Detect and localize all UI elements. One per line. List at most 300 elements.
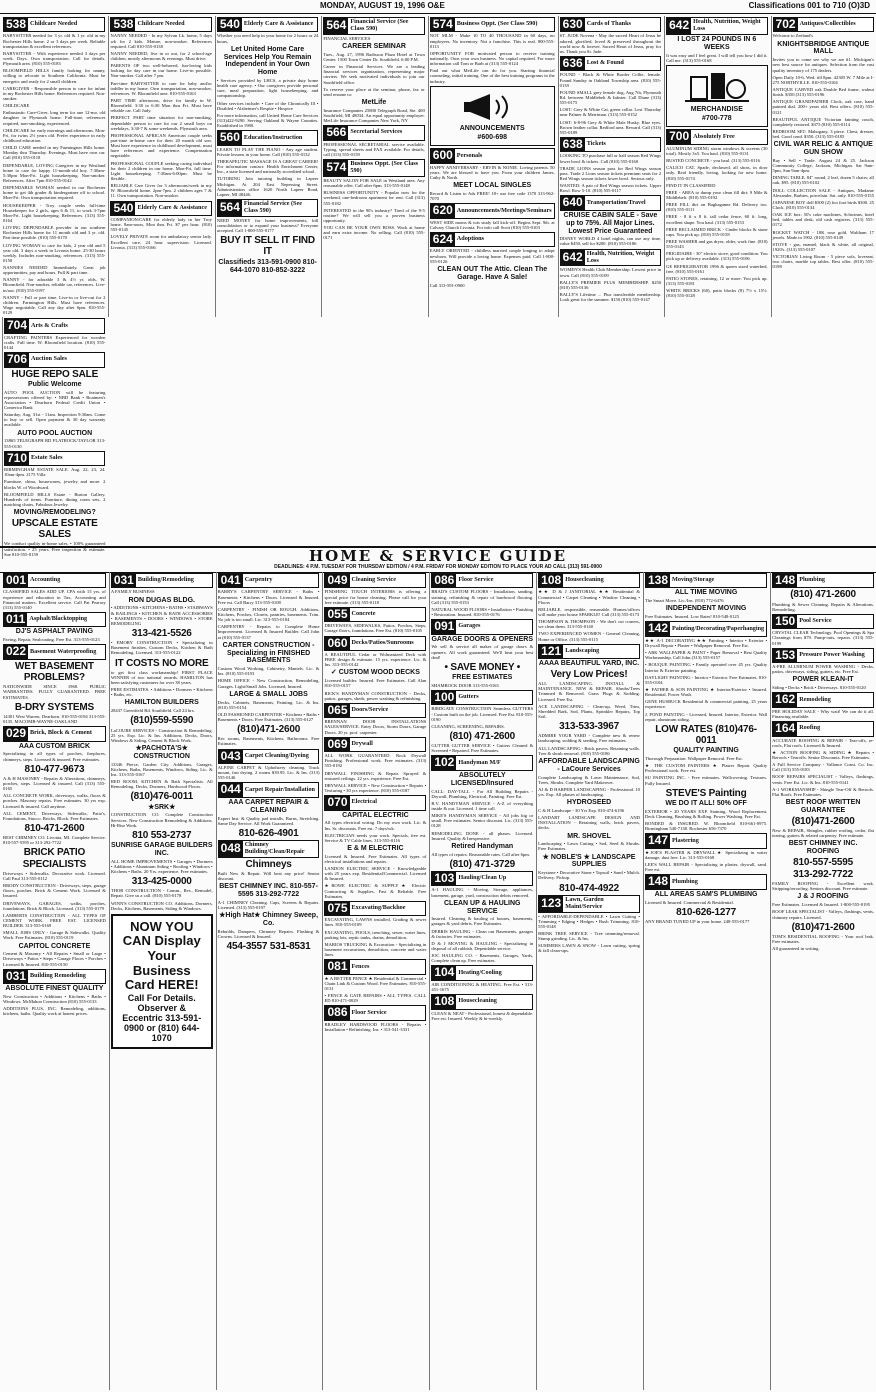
- ad-headline: AFFORDABLE LANDSCAPING - LaCoure Services: [538, 757, 640, 773]
- ad-headline: 313-533-3967: [559, 721, 620, 733]
- classified-ad: Free Estimates. Insured. Low Rates! 810-548-0125: [644, 614, 740, 620]
- ad-headline: I LOST 24 POUNDS IN 6 WEEKS: [677, 35, 757, 51]
- ad-headline: 810-626-1277: [676, 906, 737, 918]
- category-number: 147: [647, 833, 669, 848]
- category-number: 540: [219, 17, 240, 31]
- ad-headline: AAAA BEAUTIFUL YARD, INC.: [538, 660, 640, 668]
- category-name: Childcare Needed: [30, 20, 78, 28]
- classified-ad: VICTORIAN Living Room - 5 piece sofa, loveseat, two chairs, marble top tables. Best offer. (810) 555-0198: [772, 254, 874, 270]
- category-number: 142: [647, 621, 669, 636]
- column: [770, 572, 874, 1390]
- classified-ad: 14301 West Warren, Dearborn. 810-555-0194 313-555-0135. MACOMB-WAYNE-OAKLAND: [3, 713, 106, 724]
- classified-ad: ACE LANDSCAPING - Clean-up, Weed, Trim, Shredded Bark, Sod, Plants, Sprinkler Repairs, Top Soil.: [538, 703, 640, 719]
- category-header: [431, 755, 533, 770]
- classified-ad: OLD FASHIONED CARPENTER • Kitchens • Baths • Basements • Doors. Free Estimates. (313) 555-0127: [217, 711, 320, 722]
- category-header: [111, 573, 213, 588]
- ad-headline: 810 553-2737: [132, 829, 192, 841]
- category-header: [560, 137, 661, 152]
- classified-ad: For more information, call United Home Care Services (313)422-9290. Serving Oakland & Wayne Counties. Established in 1980.: [216, 112, 319, 129]
- category-name: Pressure Power Washing: [799, 651, 865, 659]
- ad-headline: (810)471-2600: [237, 724, 301, 736]
- classified-ad: LEARN TO PLAY THE PIANO - Any age student. Private lessons in your home. Call (810) 555-0132: [216, 146, 319, 157]
- classified-ad: LOVING DEPENDABLE provider in our southern Rochester Hills home for 11 month old and 3 yr. old. Part time possible. (810) 555-0170: [3, 225, 106, 241]
- ad-headline: CLEAN UP & HAULING SERVICE: [444, 899, 521, 915]
- category-number: 102: [434, 755, 455, 770]
- ad-headline: RON DUGAS BLDG.: [128, 596, 195, 604]
- category-number: 153: [775, 647, 796, 662]
- category-header: [666, 129, 767, 144]
- column: [429, 572, 533, 1390]
- category-header: [323, 17, 424, 35]
- classified-ad: LaCOURE SERVICES - Construction & Remodeling. 25 yrs. Exp. Lic. & Ins. Additions, Decks, Doors, Windows & Siding, Cement & Block Work.: [110, 727, 213, 743]
- classified-ad: ADMIRE YOUR YARD - Complete new & renew landscaping, sodding & seeding. Free estimates.: [538, 733, 640, 744]
- category-header: [218, 840, 320, 858]
- promo-headline: NOW YOU CAN Display Your Business Card HERE!: [122, 918, 201, 993]
- classified-ad: BONDED & INSURED. W. Bloomfield 810-661-0975. Birmingham 540-7138. Rochester 656-7370: [644, 820, 768, 832]
- category-name: Remodeling: [799, 695, 831, 703]
- ad-headline: Chimneys: [245, 858, 292, 870]
- category-name: Housecleaning: [458, 997, 497, 1005]
- classified-ad: to get first class workmanship! FIRST PLACE WINNER of two national awards. HAMILTON has been satisfying customers for over 38 years.: [110, 669, 213, 686]
- classified-ad: NEED MONEY for home improvements, bill consolidation or to expand your business? Everyone accepted. Call 1-800-555-0177: [216, 217, 319, 234]
- classified-ad: FREE - AREA to dump your clean fill dirt: 9 Mile & Middlebelt. (810) 555-0192: [666, 189, 768, 201]
- classified-ad: CARPENTRY - Repairs to Complete Home Improvement. Licensed & Insured Builder. Call John at (810) 555-0137: [217, 624, 320, 640]
- classified-ad: A-FRE ALUMINUM POWER WASHING - Decks, patios, driveways, siding, gutters, etc. Free Est.: [772, 664, 874, 675]
- category-header: [645, 621, 767, 636]
- classified-ad: Custom Wood Working, Cabinetry, Mantels. Lic. & Ins. (810) 555-0193: [217, 666, 320, 677]
- ad-headline: KNIGHTSBRIDGE ANTIQUE MALL: [777, 40, 870, 56]
- category-header: [430, 148, 555, 163]
- classified-ad: OAK ICE box: 50's coke machines, Schwinns, hotel bed, tables and desk, old cash registers. (313) 555-0172: [772, 212, 874, 228]
- classified-ad: Other services include: • Care of the Chronically Ill • Disabled • Alzheimer's Respite • Hospice: [216, 100, 319, 111]
- category-header: [4, 318, 105, 333]
- category-name: Building Remodeling: [30, 972, 86, 979]
- classified-ad: PRE HOLIDAY SALE - Why wait! We can do it all. Financing available.: [772, 708, 874, 720]
- category-name: Plastering: [672, 836, 699, 844]
- ad-headline: AAA CARPET REPAIR & CLEANING: [228, 798, 309, 814]
- category-number: 150: [775, 613, 796, 628]
- classified-ad: BEAUTIFUL ANTIQUE Victorian fainting couch, completely restored. $375 (810) 555-0114: [772, 116, 874, 127]
- classified-ad: JOC HAULING CO. - Basements, Garages, Yards, Complete clean up. Free estimates.: [431, 953, 534, 964]
- column: [108, 16, 211, 317]
- classified-ad: FIND IT IN CLASSIFIED: [666, 182, 716, 188]
- category-header: [430, 17, 555, 32]
- ad-headline: Let United Home Care Services Help You Remain Independent in Your Own Home: [223, 45, 312, 77]
- classified-ad: ALL HOME IMPROVEMENTS • Garages • Dormers • Additions • Aluminum Siding • Roofing • Windows • Kitchens • Baths. 20 Yrs. experience. Free estimates.: [110, 858, 213, 874]
- classified-ad: ALL CONCRETE WORK, driveways, walks, floors & porches. Masonry repairs. Free estimates. 30 yrs exp. Licensed & insured. Call anytime.: [3, 793, 106, 809]
- classified-ad: A Full Service Company - Vallance Const. Co. Inc. Call (313) 555-0183: [772, 762, 874, 773]
- column: [771, 16, 874, 317]
- classified-ad: AJ & D HARPER LANDSCAPING - Professional. 10 yrs. Exp. All phases of landscaping.: [538, 786, 640, 797]
- column: [2, 317, 105, 558]
- classified-ad: DOLL COLLECTION SALE - Antiques, Madame Alexander, Barbies, porcelain. Sat. only. 810-555-0155: [772, 187, 874, 198]
- category-number: 162: [775, 692, 796, 707]
- classified-ad: ANTIQUE CARVED oak Double Bed frame, walnut finish. $350 (313) 555-0196: [772, 86, 874, 98]
- category-number: 070: [327, 795, 348, 810]
- classified-ad: • FENCE & GATE REPAIRS • ALL TYPES. CALL ED 810-471-0029: [324, 993, 427, 1004]
- category-number: 060: [327, 635, 348, 650]
- classified-ad: CALL: DAY-TALL - For All Building Repairs - Drywall, Plumbing, Electrical, Painting. Free Est.: [431, 788, 534, 799]
- classified-ad: Whether you need help in your home for 2 hours or 24 hours,: [216, 33, 319, 44]
- ad-headline: E & M ELECTRIC: [347, 844, 404, 852]
- ad-headline: J & J ROOFING: [797, 893, 849, 901]
- ad-headline: AAA CUSTOM BRICK: [18, 742, 90, 750]
- classified-ad: ALL LANDSCAPING. INSTALL & MAINTENANCE. NEW & REPAIR. Shrubs/Trees Trimmed & Removed. Grass Plugs & Sodding. Licensed. Free Est.: [538, 681, 640, 702]
- classified-ad: ACCURATE ROOFING & REPAIR - Tear-offs, re-roofs, Flat roofs. Licensed & Insured.: [772, 737, 874, 748]
- category-number: 630: [562, 17, 583, 31]
- category-number: 086: [434, 573, 455, 587]
- category-name: Absolutely Free: [693, 132, 735, 140]
- classified-ad: PROFESSIONAL AFRICAN American couple seeks part-time in-home care for their 20 month old son. Must have experience in childhood development, must have references and experience. Compensation negotiable.: [110, 132, 212, 159]
- category-header: [324, 737, 426, 752]
- classified-ad: BUSTED CONCRETE - you haul. (313) 555-0116: [666, 158, 760, 164]
- category-number: 538: [113, 17, 134, 31]
- category-number: 086: [327, 1005, 348, 1020]
- classified-ad: FRIGIDAIRE - 30" electric stove, good condition. You pick up or delivery available. (313) 555-0106: [666, 251, 768, 262]
- classified-ad: A FAMILY BUSINESS: [110, 589, 155, 595]
- category-name: Health, Nutrition, Weight Loss: [693, 18, 761, 32]
- category-name: Lawn, Garden Maint/Service: [565, 895, 604, 910]
- ad-headline: MEET LOCAL SINGLES: [453, 182, 532, 190]
- category-number: 123: [541, 895, 562, 910]
- category-number: 069: [327, 736, 348, 751]
- classified-ad: ALUMINUM SIDING storm windows & screens (30 total). Mostly 3x5. You haul. (810) 555-0131: [666, 145, 768, 157]
- classified-ad: FOUND - Black & White Border Collie, female. Found Sunday in Oakland Township area. (810) 555-0139: [559, 72, 662, 88]
- ad-headline: AUTO POOL AUCTION: [17, 429, 93, 437]
- category-number: 540: [113, 200, 134, 215]
- classified-ad: ELECTRICIAN needs your work. Specials, free est. Service & TV Cable lines. 313-555-0116: [324, 832, 427, 843]
- category-header: [430, 203, 555, 218]
- classified-ad: CLEANING, SCREENING, REPAIRS.: [431, 723, 505, 729]
- category-name: Painting/Decorating/Paperhanging: [672, 624, 765, 632]
- classified-ad: BRAD'S CUSTOM FLOORS - Installation, sanding, staining, refinishing & repair of hardwood flooring. Call (313) 555-0153: [431, 589, 534, 605]
- ad-headline: 313-425-0000: [131, 876, 192, 888]
- category-header: [110, 17, 211, 32]
- classified-ad: HOME OFFICE - New Construction, Remodeling, Garages. Light/Small Jobs. Licensed, Insured.: [217, 678, 320, 689]
- category-name: Garages: [458, 622, 481, 630]
- category-number: 029: [6, 726, 27, 741]
- home-service-grid: [2, 572, 874, 1390]
- ad-headline: WET BASEMENT PROBLEMS?: [15, 660, 94, 684]
- category-name: Asphalt/Blacktopping: [29, 615, 88, 623]
- classified-ad: PROFESSIONAL COUPLE seeking caring individual for their 2 children in our home. Mon-Fri, full time. Light housekeeping. 7:30am-6:00pm. Must be flexible.: [110, 160, 212, 181]
- classified-ad: CHILDCARE for early mornings and afternoons. Mon-Fri, for twins 2½ years old. Prefer experience in early childhood education.: [3, 127, 106, 143]
- category-name: Fences: [351, 962, 370, 970]
- classified-ad: MIKE'S HANDYMAN SERVICE - All jobs big or small. Free estimates. Senior discount. Lic. (313) 555-0128: [431, 813, 534, 829]
- classified-ad: We sell & service all makes of garage doors & openers. All work guaranteed. We'll beat your best deal!: [431, 644, 534, 660]
- category-number: 710: [7, 450, 28, 465]
- ad-headline: BUY IT SELL IT FIND IT: [220, 235, 315, 258]
- classified-ad: ALPINE CARPET & Upholstery cleaning. Truck mount, fast drying. 2 rooms $39.95. Lic. & Ins. (313) 555-0146: [217, 765, 320, 781]
- column: [322, 572, 426, 1390]
- category-header: [666, 17, 767, 35]
- classified-ad: FREE - 8 ft x 8 ft. tall cedar fence, 60 ft. long, excellent shape. You haul. (313) 555-0153: [666, 214, 768, 225]
- category-header: [431, 965, 533, 980]
- classified-ad: • ARK WALLPAPER & PAINT • Paper Removal • Best Quality Workmanship. Call John (313) 555-0157: [644, 650, 768, 661]
- classified-ad: Thorough Preparation. Wallpaper Removal. Free Est.: [644, 755, 743, 761]
- category-header: [218, 749, 320, 764]
- classified-ad: FREE ESTIMATES. • Additions • Dormers • Kitchens • Baths, etc.: [110, 687, 213, 698]
- ad-headline: Retired Handyman: [451, 842, 514, 850]
- ad-headline: FREE ESTIMATES: [452, 674, 513, 682]
- category-header: [3, 726, 106, 741]
- ad-headline: B-DRY SYSTEMS: [14, 701, 94, 713]
- classified-ad: INTERESTED in the 90's industry? Tired of the 9-5 routine? We will sell you a proven business opportunity.: [323, 207, 425, 223]
- category-number: 164: [775, 721, 796, 736]
- category-name: Basement Waterproofing: [30, 647, 97, 655]
- classified-ad: Decks, Cabinets, Basements, Painting. Lic. & Ins. (810) 555-0154: [217, 699, 320, 710]
- classified-ad: All types electrical wiring. Do my own work. Lic. & Ins. Sr. discounts. Free est. 7 days/wk.: [324, 820, 427, 831]
- classified-ad: ANY BRAND TUNED UP in your home. 248-555-0177: [644, 918, 750, 924]
- column: [536, 572, 640, 1390]
- classified-ad: C & H Landscape - 30 Yrs Exp. 810-474-6196: [538, 807, 625, 813]
- category-name: Arts & Crafts: [31, 321, 68, 329]
- classified-ad: RELIABLE Care Giver for 3 afternoons/week in my W. Bloomfield home. 2pm-7pm. 2 children ages 7 & 11. Own transportation. Non-smoker.: [110, 183, 212, 199]
- category-name: Cards of Thanks: [586, 20, 631, 28]
- category-number: 148: [647, 874, 669, 889]
- classified-ad: GUTTER GUTTER SERVICE • Gutters Cleaned & Screened • Repaired. Free Estimates.: [431, 743, 534, 754]
- home-service-guide-banner: [0, 546, 876, 573]
- classified-ad: All guaranteed in writing.: [772, 946, 820, 952]
- classified-ad: ALL LANDSCAPING - Brick pavers. Retaining walls. Tree & shrub removal. (810) 555-0186: [538, 745, 640, 756]
- classified-ad: Enthusiastic Care-Giver, long term for one 12-mo. old daughter in Plymouth home. Full-time, references required, non-smoking, experienced.: [3, 110, 106, 126]
- classified-ad: EXCAVATING, LAWNS installed, Grading & sewer lines. 810-555-0109: [324, 917, 427, 928]
- category-number: 574: [432, 17, 453, 31]
- category-name: Housecleaning: [565, 576, 604, 584]
- category-name: Secretarial Services: [350, 128, 403, 136]
- ad-headline: DJ'S ASPHALT PAVING: [15, 628, 94, 636]
- category-header: [430, 232, 555, 247]
- masthead-date: MONDAY, AUGUST 19, 1996 O&E: [320, 1, 445, 10]
- category-name: Elderly Care & Assistance: [137, 203, 207, 211]
- section-title: ANNOUNCEMENTS: [459, 124, 525, 132]
- classified-ad: ADDITIONS PLUS, INC. Remodeling, additions, kitchens, baths. Quality work at honest prices.: [3, 1006, 106, 1017]
- classified-ad: LOVELY PRIVATE room for ambulatory senior lady. Excellent care, 24 hour supervision. Licensed. Livonia. (313) 555-0166: [110, 234, 212, 250]
- masthead: [0, 0, 876, 14]
- category-number: 704: [7, 318, 28, 333]
- classified-ad: Licensed & Insured. Free Estimates. All types of electrical installations and repairs.: [324, 853, 427, 864]
- megaphone-icon: [462, 90, 522, 124]
- category-name: Excavating/Backhoe: [351, 904, 406, 912]
- category-header: [772, 721, 874, 736]
- category-number: 081: [327, 959, 348, 974]
- category-header: [538, 895, 640, 913]
- category-header: [217, 199, 318, 217]
- classified-ad: Saturday, Aug. 31st - 11am. Inspection 9:30am. Come to buy or sell. Open payment & 30 day warranty available.: [4, 412, 106, 428]
- ad-headline: 454-3557 531-8531: [226, 941, 311, 953]
- classified-ad: Insurance Companies 25800 Telegraph Road, Ste. 400 Southfield, MI 48034. An equal opportunity employer. MetLife Insurance Companies New York, NY: [323, 107, 425, 124]
- classified-ad: NOT MLM - Make 10 TO 40 THOUSAND in 60 days, no employees. No inventory. Not a franchise. This is real. 800-555-0113: [429, 33, 555, 49]
- classified-ad: LOST: Grey & White Cat, green collar. Lost Thursday near Palmer & Merriman. (313) 555-0152: [559, 107, 662, 118]
- category-header: [217, 17, 318, 32]
- category-header: [772, 648, 874, 663]
- category-name: Drywall: [351, 739, 373, 747]
- ad-headline: ✓ CUSTOM WOOD DECKS: [330, 669, 420, 677]
- category-name: Concrete: [351, 610, 376, 618]
- classified-ad: Rec rooms, Basements, Kitchens, Bathrooms. Free Estimates.: [217, 736, 320, 747]
- category-name: Estate Sales: [31, 453, 63, 461]
- category-number: 031: [6, 968, 27, 983]
- classified-ad: NANNY NEEDED, live in or out, for 2 school-age children, mostly afternoons & evenings. Must drive.: [110, 50, 212, 61]
- ad-headline: QUALITY PAINTING: [673, 747, 739, 755]
- classified-ad: MARIOS TRUCKING & Excavation - Specializing in basement excavations, demolition, concrete and water lines.: [324, 941, 427, 958]
- merchandise-icon: [685, 69, 749, 105]
- category-number: 148: [775, 573, 796, 587]
- category-number: 702: [775, 17, 796, 31]
- classified-ad: NANNY - for adorable 3 & 4½ yr. olds, W. Bloomfield. Non-smoker, reliable car, references. Live-in/out. (810) 555-0197: [3, 277, 106, 293]
- banner-title: HOME & SERVICE GUIDE: [308, 547, 568, 565]
- classified-ad: To reserve your place at the seminar, phone, fax or send resume to:: [323, 86, 425, 97]
- classified-ad: ★ FATHER & SON PAINTING ★ Interior/Exterior • Insured. Residential. Power Wash.: [644, 686, 768, 698]
- category-number: 642: [669, 18, 690, 33]
- classified-ad: Free Estimates. Licensed & Insured. 1-800-555-0195: [772, 902, 871, 908]
- category-header: [560, 249, 661, 267]
- announcements-section-box: [430, 86, 555, 147]
- category-number: 041: [220, 573, 241, 587]
- classified-ad: ★ROWE ELECTRIC & SUPPLY★ Electric Contracting & Supplies. Fast & Reliable. Free Estimates.: [324, 883, 427, 899]
- classified-ad: REMODELING DONE - all phases. Licensed. Insured. Quality & Inexpensive.: [431, 830, 534, 841]
- classified-ad: DEPENDABLE, LOVING Caregiver in my Westland home to care for happy 11-month-old boy. 7:30am-5:30pm Mon-Fri. Light housekeeping. Non-smoker. References. After 7pm 810-555-0142: [3, 162, 106, 183]
- classified-ad: LEE'S WALL REPAIR - Specializing in plaster, drywall, sand. Free est.: [644, 861, 768, 873]
- category-name: Plumbing: [799, 576, 825, 584]
- classified-ad: TWO EXPERIENCED WOMEN - General Cleaning, Home or Office. (313) 555-0115: [538, 631, 640, 642]
- classified-ad: YOU CAN BE YOUR OWN BOSS. Work at home and earn extra income. No selling. Call (810) 555-0171: [323, 225, 425, 241]
- column: [2, 16, 105, 317]
- classified-ad: Licensed & Insured. Commercial & Residential.: [644, 899, 734, 905]
- classified-ad: GE REFRIGERATOR 1996 & queen sized waterbed, free. (810) 555-0161: [666, 263, 768, 274]
- classified-ad: All types of repairs. Reasonable rates. Call after 6pm.: [431, 851, 530, 857]
- classified-ad: CRYSTAL CLEAR Technology. Pool Openings & Spa Cleanings from $79. Pump-outs, repairs. (313) 555-0199: [772, 630, 874, 646]
- banner-deadlines: DEADLINES: 4 P.M. TUESDAY FOR THURSDAY EDITION / 4 P.M. FRIDAY FOR MONDAY EDITION TO PLACE YOUR AD CALL (313) 591-0900: [274, 563, 602, 570]
- category-name: Carpet Repair/Installation: [244, 785, 315, 793]
- ad-headline: BEST CHIMNEY INC. 810-557-5595 313-292-7722: [219, 883, 318, 899]
- classified-ad: Career in Financial Services. We are a leading financial services organization, representing major carriers. We seek motivated individuals to join our Southfield office.: [323, 64, 425, 85]
- classified-ad: PROFESSIONAL SECRETARIAL service available. Typing, spread sheets and FAX available. For details, call (313) 555-0159: [323, 141, 425, 157]
- classified-ad: BRADLEY HARDWOOD FLOORS - Repairs • Installation • Refinishing. Ins. • 313-541-3331: [324, 1021, 427, 1033]
- ad-headline: (810)559-5590: [130, 715, 194, 727]
- category-header: [3, 969, 106, 984]
- ad-headline: 810-471-2600: [24, 822, 85, 834]
- category-name: Decks/Patios/Sunrooms: [351, 638, 414, 646]
- category-name: Accounting: [30, 576, 61, 584]
- category-number: 700: [669, 129, 690, 144]
- classified-ad: BRINK TREE SERVICE - Tree trimming/removal. Stump grinding. Lic. & Ins.: [538, 931, 640, 942]
- category-name: Doors/Service: [351, 706, 389, 714]
- category-name: Announcements/Meetings/Seminars: [456, 206, 552, 214]
- classified-ad: A-1 HAULING - Moving, Storage, appliances, basement, garage, yard, construction debris removed.: [431, 887, 534, 898]
- column: [216, 572, 320, 1390]
- category-header: [4, 451, 105, 466]
- category-number: 100: [434, 689, 455, 704]
- classified-ad: FINISHING TOUCH INTERIORS is offering a special price for house cleaning. Please call for your free estimate. (313) 555-0118: [324, 589, 427, 605]
- classified-ad: COMPANION/CARE for elderly lady in her Troy home. 8am-noon, Mon thru Fri. $7 per hour. (810) 555-0145: [110, 216, 212, 233]
- category-name: Pool Service: [799, 617, 832, 625]
- ad-headline: ALL TIME MOVING: [674, 589, 738, 597]
- classified-ad: DRYWALL SERVICE • New Construction • Repairs • Texturing • 30 yrs experience. (810) 555-0187: [324, 782, 427, 793]
- classified-ad: CALICO CAT, Spade, declawed, all shots, in door only. Real friendly, loving, looking for new home. (810) 555-0174: [666, 165, 768, 181]
- ad-headline: Public Welcome: [27, 380, 82, 388]
- category-name: Building/Remodeling: [137, 576, 194, 584]
- ad-headline: POWER KLEAN-IT: [792, 676, 854, 684]
- classified-ad: Cement & Masonry • All Repairs • Small or Large • Driveways • Patios • Steps • Garage Floors • Porches • Licensed & Insured. 810-555-0150: [3, 951, 106, 967]
- classified-ad: CONSTRUCTION CO. Complete Construction Services. New Construction Remodeling & Additions. Hi-Rise Work.: [110, 812, 213, 828]
- classified-ad: EXTERIOR • 20 YEARS EXP. Staining, Wood Replacement, Deck Cleaning, Brushing & Rolling. Power Washing. Free Est.: [644, 808, 768, 819]
- ad-headline: WE DO IT ALL! 50% OFF: [665, 799, 747, 807]
- classified-ad: GENE HUSBUCK Residential & commercial painting. 25 years experience.: [644, 699, 768, 710]
- category-header: [772, 692, 874, 707]
- classified-ad: BRODY CONSTRUCTION - Driveways, steps, garage floors, porches. Brick & Cement Work. Licensed & Insured.: [3, 883, 106, 899]
- category-name: Plumbing: [672, 877, 698, 885]
- ad-headline: BEST ROOF WRITTEN GUARANTEE: [785, 799, 861, 814]
- classified-ad: AUTO POOL AUCTION will be featuring repossessions offered by: • NBD Bank • Boatmen's Association • Dearborn Federal Credit Union • Comerica Bank: [4, 389, 106, 411]
- category-name: Chimney Building/Clean/Repair: [244, 841, 305, 855]
- category-number: 011: [6, 612, 26, 626]
- classified-ad: SU PAINTING INC. - Free estimates. Wallcovering. Textures. Fully Insured.: [644, 775, 768, 786]
- category-name: Financial Service (See Class 590): [350, 18, 409, 32]
- classified-ad: New Construction • Additions • Kitchens • Baths • Windows. McMahon Construction (810) 555-0133: [3, 994, 106, 1005]
- category-number: 022: [6, 644, 27, 659]
- category-number: 638: [562, 136, 583, 151]
- category-name: Electrical: [351, 798, 377, 806]
- classified-ad: It was easy and I feel great. I will tell you how I did it. Call me. (313) 555-0168: [666, 52, 768, 63]
- category-number: 055: [327, 606, 348, 621]
- classified-ad: PART TIME afternoons, drive for family in W. Bloomfield. 3:30 to 6:30 Mon thru Fri. Must have reliable car. Call Judy.: [110, 97, 212, 114]
- classified-ad: Record & Listen to Ads FREE! 18+ use free code 1370 313-962-7070: [429, 191, 555, 202]
- category-header: [324, 636, 426, 651]
- category-header: [560, 195, 661, 210]
- classified-ad: WHITE BRICKS (60), patio blocks (8) 7½ x 15½. (810) 555-0128: [666, 288, 768, 299]
- classified-ad: PERFECT PART time situation for non-smoking, dependable person to care for our 2 small boys on weekdays, 3:30-7 & some weekends. Plymouth area.: [110, 115, 212, 131]
- category-number: 564: [326, 18, 347, 33]
- classified-ad: B.V. HANDYMAN SERVICE - A-Z of everything inside & out. Licensed. 1 time call.: [431, 800, 534, 811]
- classified-ad: Driveways • Sidewalks. Decorative work. Licensed. Call Paul 313-555-0112: [3, 870, 106, 881]
- category-name: Auction Sales: [31, 355, 67, 363]
- ad-headline: (810)476-0011: [130, 791, 193, 803]
- section-range: #700-778: [702, 114, 732, 122]
- ad-headline: 313-292-7722: [793, 868, 854, 880]
- classified-ad: Landscaping • Lawn Cutting • Sod, Seed & Shrubs. Free Estimates.: [538, 841, 640, 852]
- ad-headline: (810) 471-2600: [449, 730, 516, 742]
- category-header: [772, 614, 874, 629]
- category-number: 103: [434, 870, 455, 885]
- classified-ad: ROOF LEAK SPECIALIST - Valleys, flashings, vents, chimney repairs. Licensed.: [772, 909, 874, 920]
- category-header: [431, 619, 533, 634]
- category-header: [3, 17, 105, 32]
- classified-ad: Rebuilds, Dampers, Chimney Repairs. Flashing & Crowns. Licensed & Insured.: [217, 928, 320, 940]
- classified-ad: Tues., Aug. 27, 1996 Radisson Plaza Hotel at Town Center. 1500 Town Center Dr. Southfield. 6:00 P.M.: [323, 51, 425, 62]
- category-name: Floor Service: [351, 1008, 387, 1016]
- merchandise-section-box: [666, 65, 767, 128]
- section-title: MERCHANDISE: [690, 105, 743, 113]
- category-name: Personals: [456, 151, 483, 159]
- ad-headline: CLEAN OUT The Attic. Clean The Garage. Have A Sale!: [437, 265, 548, 281]
- classified-ad: BARRY'S CARPENTRY SERVICE - Baths • Basements • Kitchens • Doors. Licensed & Insured. Free est. Call Barry 313-555-0108: [217, 589, 320, 605]
- category-number: 001: [6, 573, 27, 587]
- classified-ad: BALLY'S PREMIER PLUS MEMBERSHIP. $250 (810) 555-0136: [559, 279, 662, 290]
- category-name: Education/Instruction: [243, 133, 303, 141]
- category-name: Landscaping: [565, 646, 600, 654]
- classified-ad: 28437 Greenfield Rd. Southfield. Call 24 hrs.: [110, 708, 195, 714]
- category-header: [538, 644, 640, 659]
- category-number: 636: [562, 56, 583, 70]
- category-header: [431, 573, 533, 588]
- classified-ad: STOVE - gas, enamel, black & white, all original, 1920's. (313) 555-0107: [772, 241, 874, 252]
- classified-ad: ANTIQUE GRANDFATHER Clock, oak case, hand painted dial. 200+ years old. Best offers. (810) 555-0121: [772, 99, 874, 115]
- classified-ad: DRYWALL FINISHING & Repair. Sprayed & textured ceilings. 22 yrs. experience. Free Est.: [324, 770, 427, 781]
- classified-ad: NANNY - Full or part time. Live-in or live-out for 2 children. Farmington Hills. Must have references. Wage negotiable. Call any day after 6pm. 810-555-0129: [3, 294, 106, 316]
- classified-ad: ★★ A-1 DECORATING ★★ Painting • Interior • Exterior • Drywall Repair • Plaster • Wallpaper Removal. Free Est.: [644, 637, 768, 648]
- classified-ad: THERAPEUTIC MASSAGE IS A GREAT CAREER! For information contact: Health Enrichment Center, Inc., a state licensed and nationally accredited school.: [216, 159, 319, 175]
